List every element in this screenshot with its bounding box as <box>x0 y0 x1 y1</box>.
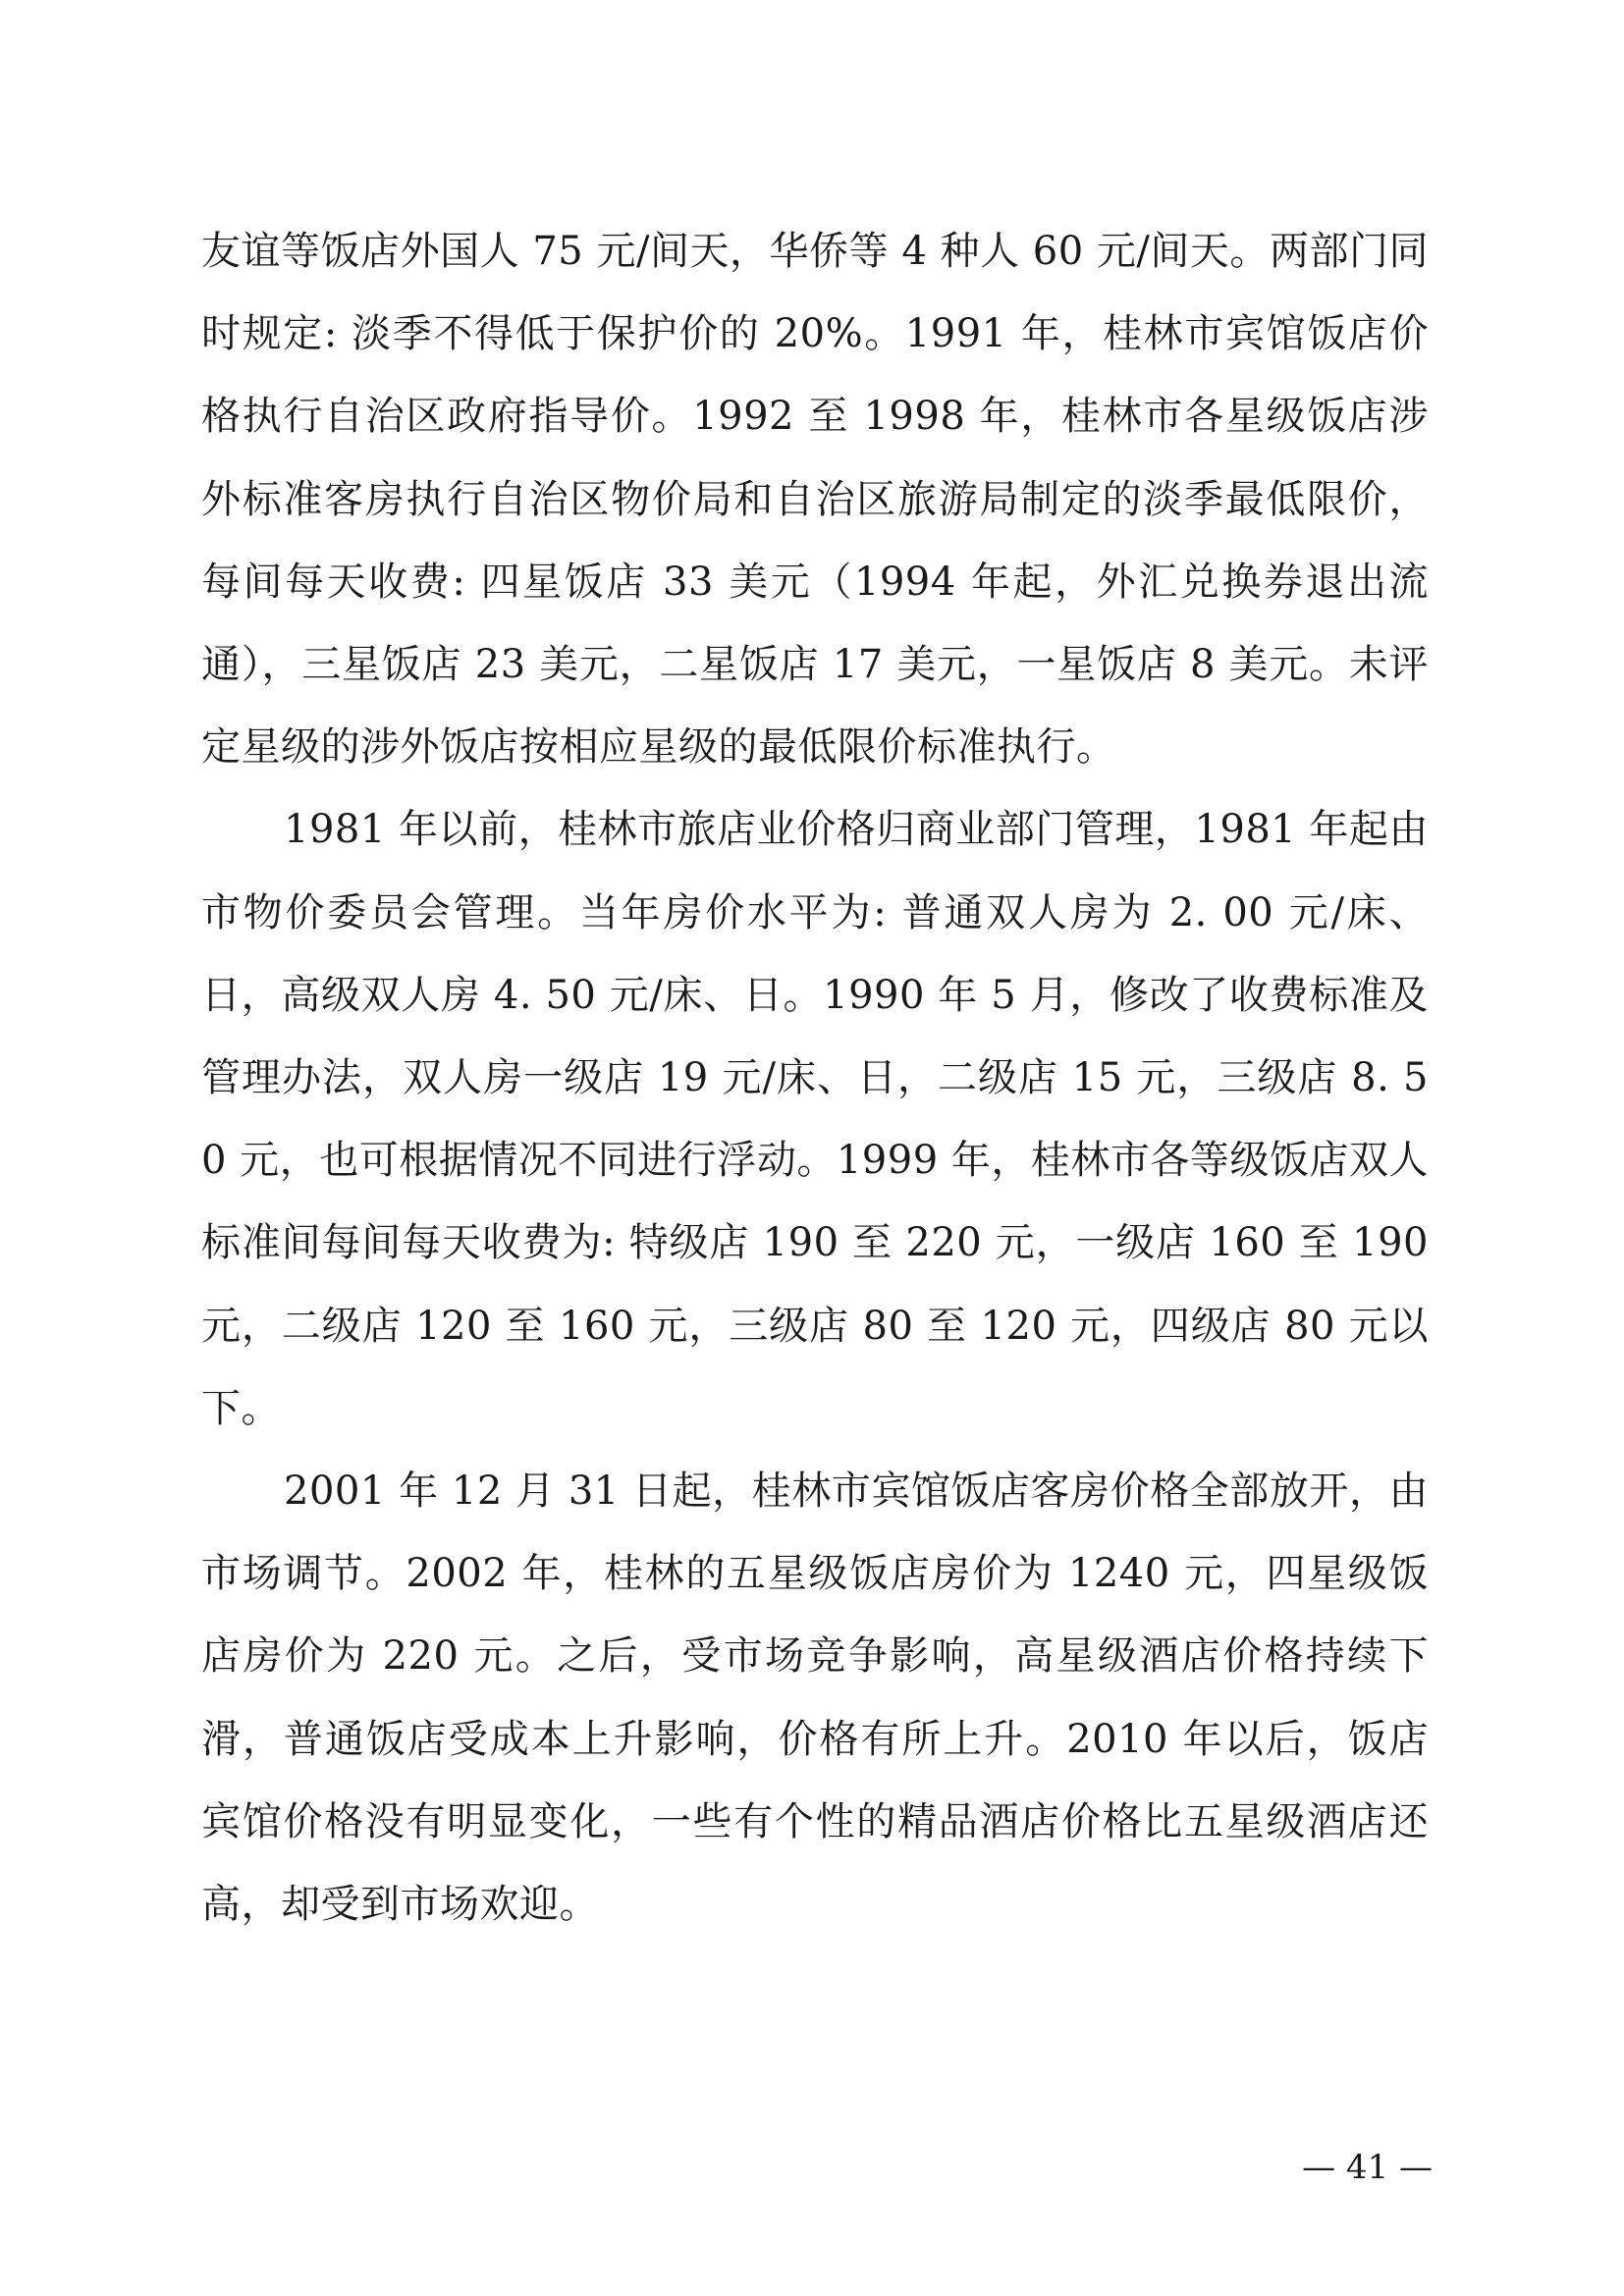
page-number: — 41 — <box>1302 2148 1433 2187</box>
paragraph-3: 2001 年 12 月 31 日起，桂林市宾馆饭店客房价格全部放开，由市场调节。2002 年，桂林的五星级饭店房价为 1240 元，四星级饭店房价为 220 元。之后，受市场竞争影响，高星级酒店价格持续下滑，普通饭店受成本上升影响，价格有所上升。2010 年以后，饭店宾馆价格没有明显变化，一些有个性的精品酒店价格比五星级酒店还高，却受到市场欢迎。 <box>201 1468 1429 1928</box>
paragraph-1: 友谊等饭店外国人 75 元/间天，华侨等 4 种人 60 元/间天。两部门同时规定: 淡季不得低于保护价的 20%。1991 年，桂林市宾馆饭店价格执行自治区政府指导价。1992 至 1998 年，桂林市各星级饭店涉外标准客房执行自治区物价局和自治区旅游局制定的淡季最低限价，每间每天收费: 四星饭店 33 美元（1994 年起，外汇兑换券退出流通），三星饭店 23 美元，二星饭店 17 美元，一星饭店 8 美元。未评定星级的涉外饭店按相应星级的最低限价标准执行。 <box>201 229 1429 771</box>
body-text <box>201 210 1429 1946</box>
paragraph-2: 1981 年以前，桂林市旅店业价格归商业部门管理，1981 年起由市物价委员会管理。当年房价水平为: 普通双人房为 2. 00 元/床、日，高级双人房 4. 50 元/床、日。1990 年 5 月，修改了收费标准及管理办法，双人房一级店 19 元/床、日，二级店 15 元，三级店 8. 50 元，也可根据情况不同进行浮动。1999 年，桂林市各等级饭店双人标准间每间每天收费为: 特级店 190 至 220 元，一级店 160 至 190 元，二级店 120 至 160 元，三级店 80 至 120 元，四级店 80 元以下。 <box>201 807 1429 1431</box>
